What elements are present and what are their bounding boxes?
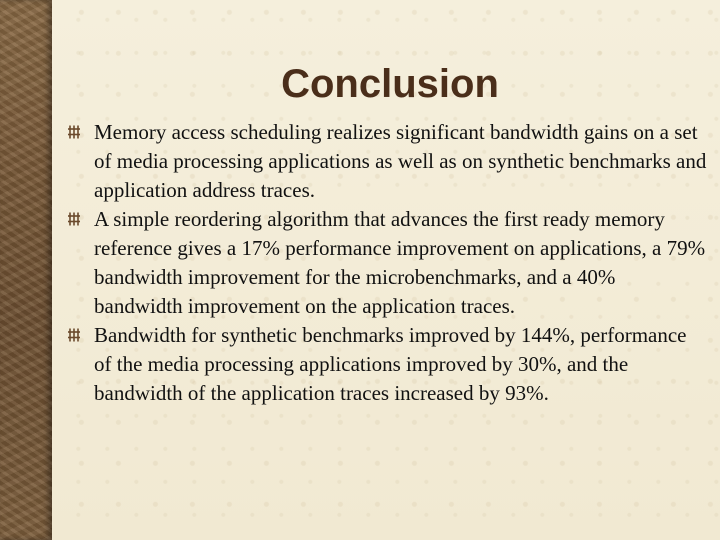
bullet-text: Memory access scheduling realizes significant bandwidth gains on a set of media processing applications as well as on synthetic benchmarks and application address traces.: [94, 120, 707, 202]
bullet-list: [68, 118, 708, 408]
hash-bullet-icon: [68, 328, 80, 342]
bullet-text: Bandwidth for synthetic benchmarks improved by 144%, performance of the media processing applications improved by 30%, and the bandwidth of the application traces increased by 93%.: [94, 323, 687, 405]
bullet-text: A simple reordering algorithm that advances the first ready memory reference gives a 17% performance improvement on applications, a 79% bandwidth improvement for the microbenchmarks, and a 40% bandwidth improvement on the application traces.: [94, 207, 706, 318]
hash-bullet-icon: [68, 212, 80, 226]
bullet-item: [68, 321, 708, 408]
bullet-item: [68, 205, 708, 321]
hash-bullet-icon: [68, 125, 80, 139]
bullet-item: [68, 118, 708, 205]
slide-title: Conclusion: [281, 62, 499, 106]
